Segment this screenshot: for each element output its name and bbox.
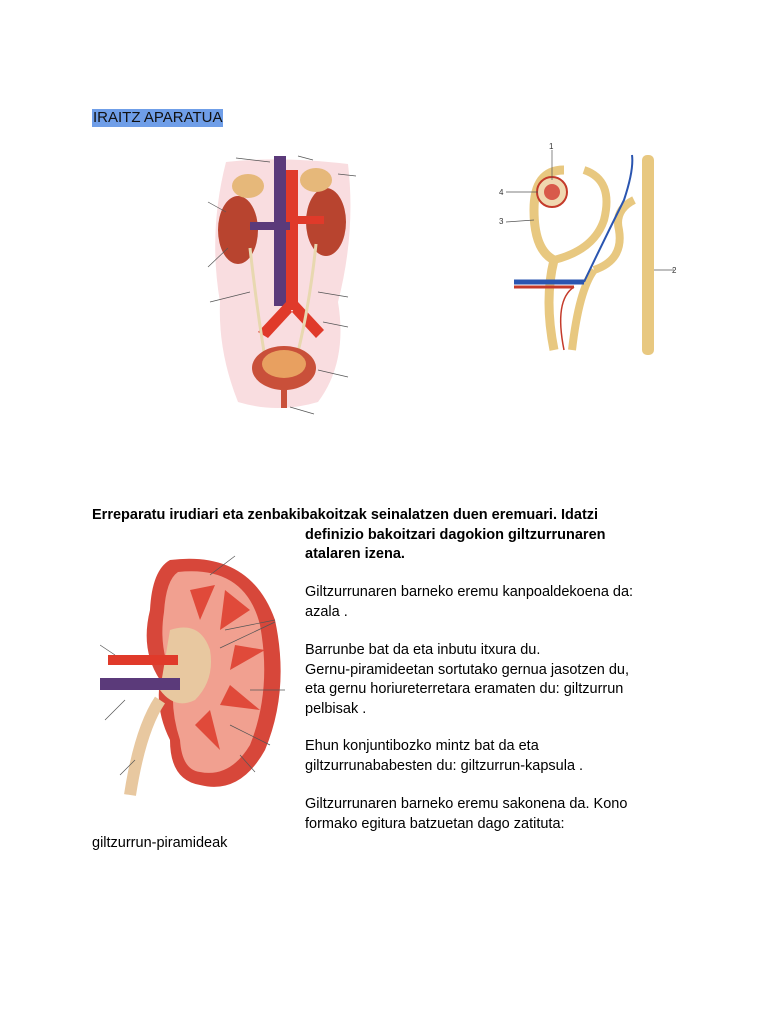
nephron-illustration (494, 140, 684, 360)
definition-capsule (305, 737, 675, 776)
definition-line: Barrunbe bat da eta inbutu itxura du. (305, 642, 541, 658)
definition-line: giltzurrunababesten du: giltzurrun-kapsula . (305, 757, 584, 774)
definition-line: eta gernu horiureterretara eramaten du: giltzurrun (305, 681, 624, 697)
kidney-section-illustration (100, 550, 290, 800)
instructions-line-3: atalaren izena. (305, 546, 405, 562)
nephron-label-2: 2 (672, 266, 677, 275)
definition-line: Gernu-piramideetan sortutako gernua jasotzen du, (305, 661, 630, 678)
definition-line: Giltzurrunaren barneko eremu sakonena da. Kono (305, 796, 628, 812)
instructions-line-2: definizio bakoitzari dagokion giltzurrunaren (305, 526, 606, 543)
definition-line: formako egitura batzuetan dago zatituta: (305, 815, 565, 832)
nephron-label-1: 1 (549, 142, 554, 151)
definition-medulla-answer: giltzurrun-piramideak (92, 835, 228, 851)
instructions (92, 506, 692, 565)
definition-pelvis (305, 641, 675, 719)
instructions-line-1: Erreparatu irudiari eta zenbakibakoitzak seinalatzen duen eremuari. Idatzi (92, 507, 599, 523)
urinary-system-illustration (198, 152, 358, 417)
definition-line: Ehun konjuntibozko mintz bat da eta (305, 738, 539, 754)
definition-line: azala . (305, 603, 348, 620)
page-title: IRAITZ APARATUA (93, 109, 223, 126)
nephron-label-3: 3 (499, 217, 504, 226)
definition-line: Giltzurrunaren barneko eremu kanpoaldekoena da: (305, 584, 634, 600)
definition-cortex (305, 583, 675, 622)
definition-medulla (305, 795, 675, 834)
definition-line: pelbisak . (305, 700, 367, 717)
nephron-label-4: 4 (499, 188, 504, 197)
